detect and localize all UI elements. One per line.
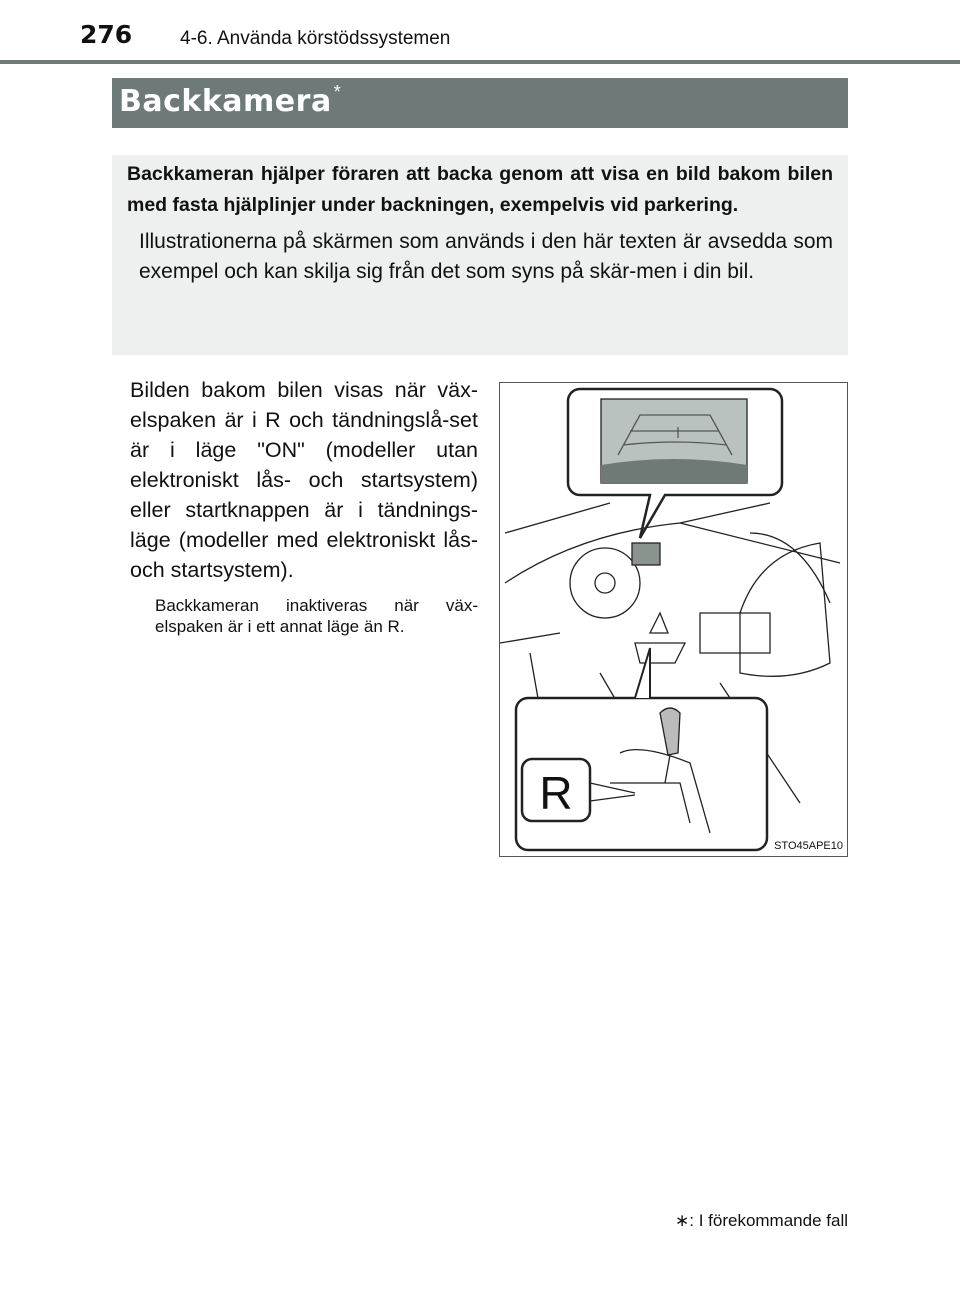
intro-box xyxy=(112,155,848,355)
camera-illustration xyxy=(499,382,848,857)
body-note: Backkameran inaktiveras när väx-elspaken är i ett annat läge än R. xyxy=(155,596,478,636)
section-title: Backkamera xyxy=(119,84,332,119)
section-title-bar xyxy=(112,78,848,128)
car-interior-drawing xyxy=(500,383,847,856)
asterisk: * xyxy=(333,82,341,102)
chapter-title: 4-6. Använda körstödssystemen xyxy=(180,28,451,49)
body-text: Bilden bakom bilen visas när väx-elspaken är i R och tändningslå-set är i läge "ON" (modeller utan elektroniskt lås- och startsystem) eller startknappen är i tändnings-läge (modeller med elektroniskt lås- och startsystem). xyxy=(130,378,478,582)
intro-text: Backkameran hjälper föraren att backa genom att visa en bild bakom bilen med fasta hjälplinjer under backningen, exempelvis vid parkering. xyxy=(127,163,833,216)
body-column xyxy=(130,375,478,637)
header-rule xyxy=(0,60,960,64)
intro-note: Illustrationerna på skärmen som används i den här texten är avsedda som exempel och kan skilja sig från det som syns på skär-men i din bil. xyxy=(139,230,833,283)
page-number: 276 xyxy=(80,20,133,49)
figure-code: STO45APE10 xyxy=(774,840,843,852)
footnote: ∗: I förekommande fall xyxy=(675,1211,848,1230)
gear-r-label: R xyxy=(539,767,573,819)
